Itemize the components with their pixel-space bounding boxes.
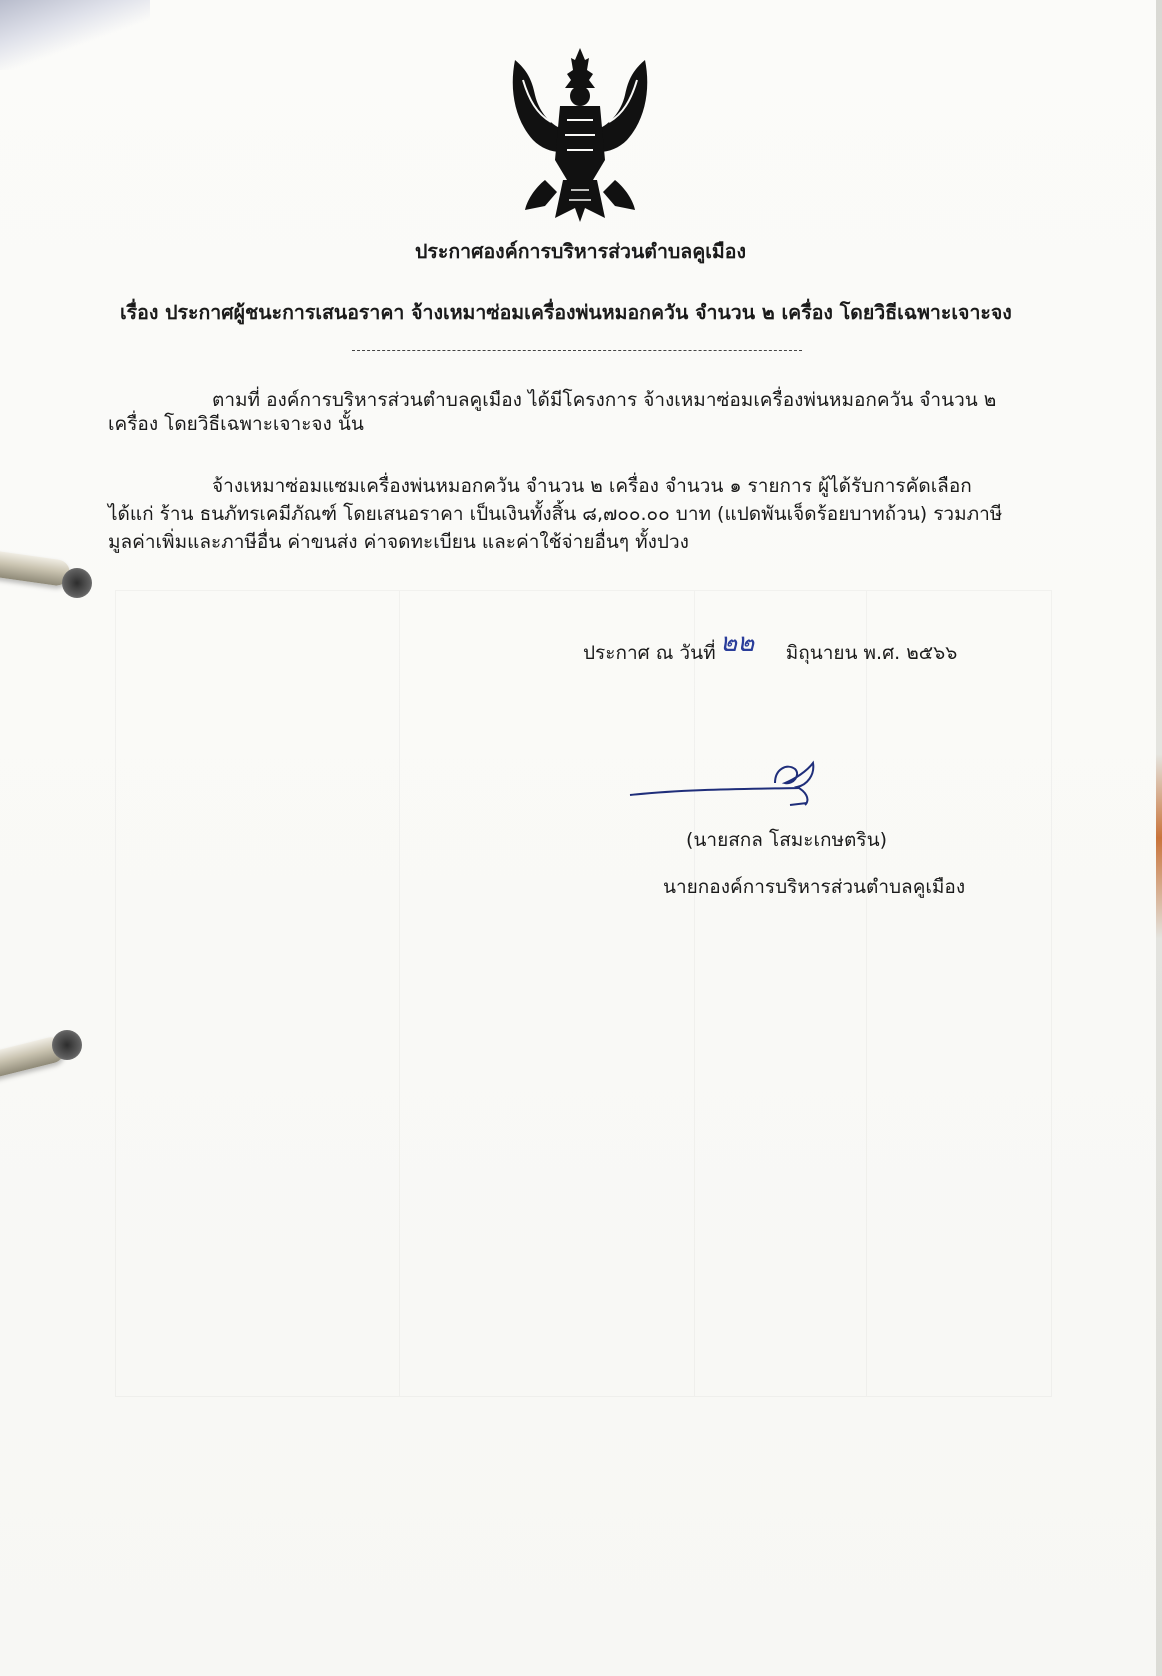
signature: [625, 755, 835, 815]
binder-ring: [0, 549, 71, 587]
binder-hole: [52, 1030, 82, 1060]
bleed-through-line: [399, 591, 400, 1396]
date-prefix: ประกาศ ณ วันที่: [583, 642, 716, 664]
paper-stack-edge: [1156, 0, 1162, 1676]
paragraph-line: จ้างเหมาซ่อมแซมเครื่องพ่นหมอกควัน จำนวน ๒ เครื่อง จำนวน ๑ รายการ ผู้ได้รับการคัดเลือก: [212, 475, 972, 497]
dashed-divider: [352, 350, 802, 351]
paragraph-line: ได้แก่ ร้าน ธนภัทรเคมีภัณฑ์ โดยเสนอราคา เป็นเงินทั้งสิ้น ๘,๗๐๐.๐๐ บาท (แปดพันเจ็ดร้อยบาทถ้วน) รวมภาษี: [108, 503, 1003, 525]
bleed-through-line: [866, 591, 867, 1396]
bleed-through-line: [694, 591, 695, 1396]
handwritten-day: ๒๒: [720, 628, 755, 658]
signer-position: นายกองค์การบริหารส่วนตำบลคูเมือง: [663, 876, 966, 898]
paper-corner-shadow: [0, 0, 150, 70]
bleed-through-table: [115, 590, 1052, 1397]
paragraph-line: ตามที่ องค์การบริหารส่วนตำบลคูเมือง ได้มีโครงการ จ้างเหมาซ่อมเครื่องพ่นหมอกควัน จำนวน ๒: [212, 389, 997, 411]
paragraph-line: เครื่อง โดยวิธีเฉพาะเจาะจง นั้น: [108, 413, 364, 435]
organization-title: ประกาศองค์การบริหารส่วนตำบลคูเมือง: [415, 240, 747, 263]
binder-hole: [62, 568, 92, 598]
subject-line: เรื่อง ประกาศผู้ชนะการเสนอราคา จ้างเหมาซ่อมเครื่องพ่นหมอกควัน จำนวน ๒ เครื่อง โดยวิธีเฉพาะเจาะจง: [120, 301, 1012, 324]
paragraph-line: มูลค่าเพิ่มและภาษีอื่น ค่าขนส่ง ค่าจดทะเบียน และค่าใช้จ่ายอื่นๆ ทั้งปวง: [108, 531, 689, 553]
signer-name: (นายสกล โสมะเกษตริน): [686, 829, 887, 851]
garuda-emblem: [505, 40, 655, 230]
announcement-date: [583, 638, 957, 668]
date-month-year: มิถุนายน พ.ศ. ๒๕๖๖: [785, 642, 958, 664]
